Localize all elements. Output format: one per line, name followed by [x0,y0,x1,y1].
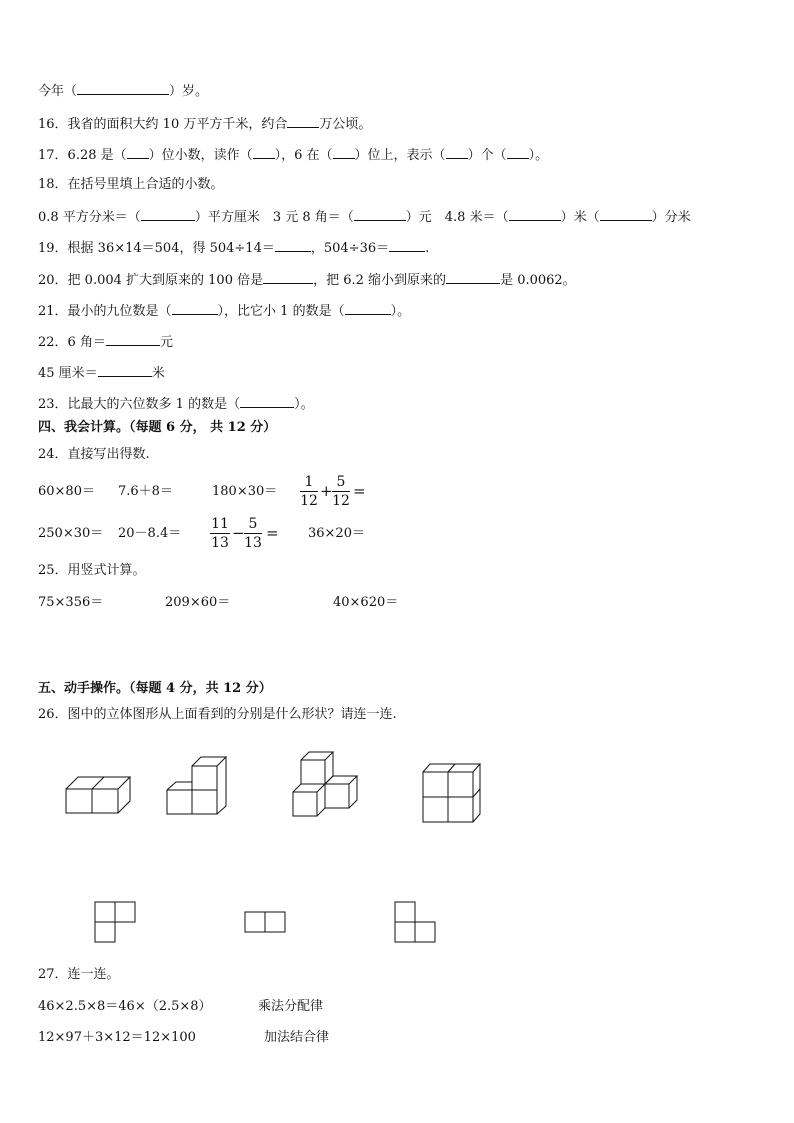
question-22: 22．6 角＝ 元 [38,332,173,352]
answer-blank[interactable] [345,301,391,315]
question-26: 26．图中的立体图形从上面看到的分别是什么形状？请连一连. [38,707,397,722]
solid-figure-3[interactable] [292,750,358,820]
calc-item: 36×20＝ [308,526,365,541]
equals-sign: = [266,524,279,542]
answer-blank[interactable] [141,207,195,221]
solid-figure-2[interactable] [166,756,228,818]
fraction: 1 12 [300,474,318,509]
calc-item: 250×30＝ [38,526,104,541]
question-24: 24．直接写出得数. [38,447,150,462]
answer-blank[interactable] [263,270,313,284]
answer-blank[interactable] [507,145,529,159]
answer-blank[interactable] [106,332,160,346]
answer-blank[interactable] [354,207,406,221]
question-18-items: 0.8 平方分米＝（ ）平方厘米 3 元 8 角＝（ ）元 4.8 米＝（ ）米（ ）分米 [38,207,691,227]
calc-item: 180×30＝ [212,484,278,499]
fraction: 11 13 [211,516,229,551]
question-21: 21．最小的九位数是（ ），比它小 1 的数是（ ）。 [38,301,410,321]
answer-blank[interactable] [253,145,275,159]
question-27: 27．连一连。 [38,967,120,982]
question-23: 23．比最大的六位数多 1 的数是（ ）。 [38,394,314,414]
answer-blank[interactable] [240,394,294,408]
answer-blank[interactable] [446,145,468,159]
answer-blank[interactable] [389,238,425,252]
solid-figure-1[interactable] [60,770,130,818]
question-20: 20．把 0.004 扩大到原来的 100 倍是 ，把 6.2 缩小到原来的 是 0.0062。 [38,270,576,290]
vertical-calc-item: 209×60＝ [165,595,231,610]
vertical-calc-item: 75×356＝ [38,595,104,610]
fraction: 5 12 [332,474,350,509]
equals-sign: = [353,482,366,500]
question-18: 18．在括号里填上合适的小数。 [38,177,224,192]
minus-sign: − [232,524,245,542]
answer-blank[interactable] [287,114,319,128]
match-law[interactable]: 加法结合律 [264,1030,330,1045]
top-view-shape-1[interactable] [94,901,138,945]
plus-sign: + [320,482,333,500]
section-4-heading: 四、我会计算。（每题 6 分， 共 12 分） [38,420,277,435]
calc-item: 20－8.4＝ [118,526,182,541]
match-law[interactable]: 乘法分配律 [258,999,324,1014]
top-view-shape-2[interactable] [244,911,288,935]
question-17: 17．6.28 是（ ）位小数，读作（ ），6 在（ ）位上，表示（ ）个（ ）。 [38,145,548,165]
question-16: 16．我省的面积大约 10 万平方千米，约合 万公顷。 [38,114,371,134]
answer-blank[interactable] [127,145,149,159]
answer-blank[interactable] [77,81,169,95]
solid-figure-4[interactable] [422,763,482,825]
question-25: 25．用竖式计算。 [38,563,146,578]
section-5-heading: 五、动手操作。（每题 4 分，共 12 分） [38,681,272,696]
answer-blank[interactable] [275,238,311,252]
top-view-shape-3[interactable] [394,901,438,945]
answer-blank[interactable] [509,207,561,221]
answer-blank[interactable] [600,207,652,221]
answer-blank[interactable] [172,301,218,315]
age-question: 今年（ ）岁。 [38,81,208,101]
calc-item: 60×80＝ [38,484,95,499]
answer-blank[interactable] [446,270,500,284]
question-19: 19．根据 36×14＝504，得 504÷14＝ ，504÷36＝ . [38,238,429,258]
match-expression[interactable]: 46×2.5×8＝46×（2.5×8） [38,999,212,1014]
vertical-calc-item: 40×620＝ [333,595,399,610]
question-22-b: 45 厘米＝ 米 [38,363,165,383]
calc-item: 7.6＋8＝ [118,484,173,499]
fraction: 5 13 [244,516,262,551]
match-expression[interactable]: 12×97＋3×12＝12×100 [38,1030,196,1045]
answer-blank[interactable] [333,145,355,159]
answer-blank[interactable] [98,363,152,377]
